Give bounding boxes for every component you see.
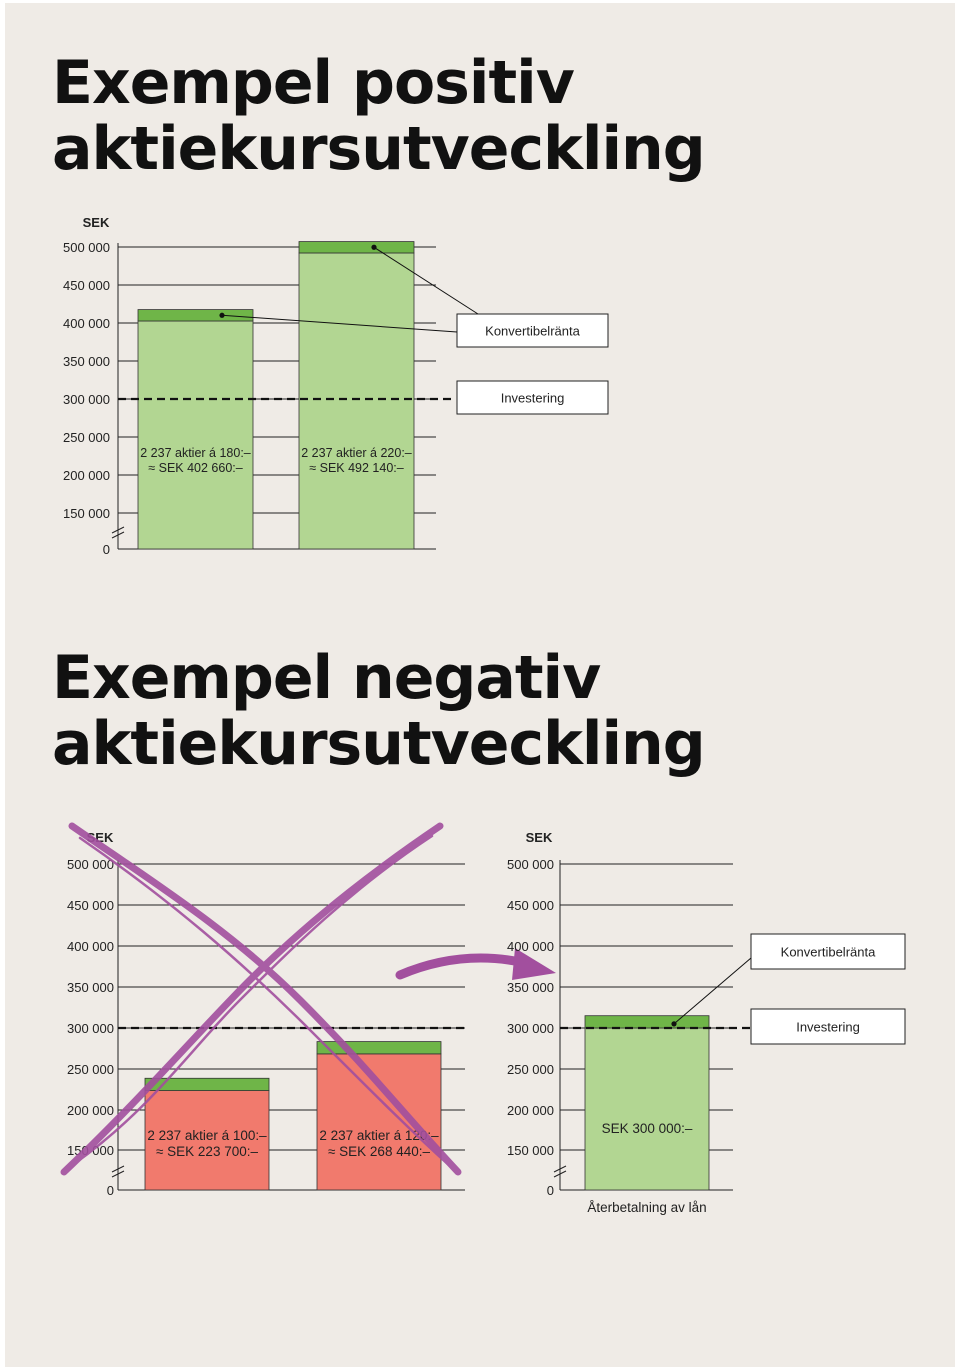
pos-y-tick-label: 200 000 <box>63 468 110 483</box>
rep-y-tick-label: 150 000 <box>507 1143 554 1158</box>
rep-y-tick-label: 450 000 <box>507 898 554 913</box>
pos-leader-dot-2 <box>371 245 376 250</box>
rep-unit-label: SEK <box>525 830 553 845</box>
rep-y-tick-label: 0 <box>546 1183 554 1198</box>
rep-bar-1-interest <box>585 1016 709 1028</box>
neg-y-tick-label: 250 000 <box>67 1062 114 1077</box>
title-positive-line2: aktiekursutveckling <box>52 114 705 184</box>
title-negative-line2: aktiekursutveckling <box>52 709 705 779</box>
neg-y-tick-label: 0 <box>106 1183 114 1198</box>
rep-y-tick-label: 500 000 <box>507 857 554 872</box>
neg-bar-2-label-line2: ≈ SEK 268 440:– <box>328 1144 430 1159</box>
rep-y-tick-label: 350 000 <box>507 980 554 995</box>
pos-bar-2-label-line1: 2 237 aktier á 220:– <box>301 446 412 460</box>
neg-unit-label: SEK <box>86 830 114 845</box>
pos-bar-1-label-line1: 2 237 aktier á 180:– <box>140 446 251 460</box>
pos-bar-2-interest <box>299 242 414 253</box>
arrow-shaft <box>400 958 520 975</box>
rep-y-tick-label: 200 000 <box>507 1103 554 1118</box>
rep-bar-1 <box>585 1028 709 1190</box>
pos-interest-label: Konvertibelränta <box>485 323 580 339</box>
rep-y-tick-label: 300 000 <box>507 1021 554 1036</box>
pos-bar-2-label-line2: ≈ SEK 492 140:– <box>309 461 404 475</box>
neg-bar-1-label-line1: 2 237 aktier á 100:– <box>147 1128 267 1143</box>
rep-investment-label: Investering <box>796 1019 860 1035</box>
neg-y-tick-label: 300 000 <box>67 1021 114 1036</box>
pos-bar-1 <box>138 321 253 549</box>
neg-y-tick-label: 150 000 <box>67 1143 114 1158</box>
neg-bar-2-interest <box>317 1042 441 1054</box>
neg-y-tick-label: 350 000 <box>67 980 114 995</box>
title-negative-line1: Exempel negativ <box>52 643 601 713</box>
pos-y-tick-label: 500 000 <box>63 240 110 255</box>
pos-y-tick-label: 150 000 <box>63 506 110 521</box>
pos-bar-2 <box>299 253 414 549</box>
neg-y-tick-label: 450 000 <box>67 898 114 913</box>
pos-y-tick-label: 400 000 <box>63 316 110 331</box>
pos-y-tick-label: 300 000 <box>63 392 110 407</box>
rep-leader-line <box>674 958 751 1024</box>
pos-unit-label: SEK <box>82 215 110 230</box>
neg-y-tick-label: 200 000 <box>67 1103 114 1118</box>
neg-bar-2 <box>317 1054 441 1190</box>
rep-x-label: Återbetalning av lån <box>587 1200 707 1215</box>
neg-bar-2-label-line1: 2 237 aktier á 120:– <box>319 1128 439 1143</box>
rep-y-tick-label: 400 000 <box>507 939 554 954</box>
pos-y-tick-label: 450 000 <box>63 278 110 293</box>
rep-bar-1-label: SEK 300 000:– <box>601 1121 693 1136</box>
pos-y-tick-label: 0 <box>102 542 110 557</box>
pos-y-tick-label: 250 000 <box>63 430 110 445</box>
pos-bar-1-label-line2: ≈ SEK 402 660:– <box>148 461 243 475</box>
neg-bar-1-label-line2: ≈ SEK 223 700:– <box>156 1144 258 1159</box>
pos-bar-1-interest <box>138 310 253 321</box>
rep-interest-label: Konvertibelränta <box>780 944 876 960</box>
rep-y-tick-label: 250 000 <box>507 1062 554 1077</box>
title-positive-line1: Exempel positiv <box>52 48 574 118</box>
neg-y-tick-label: 500 000 <box>67 857 114 872</box>
pos-investment-label: Investering <box>500 390 565 406</box>
neg-y-tick-label: 400 000 <box>67 939 114 954</box>
pos-y-tick-label: 350 000 <box>63 354 110 369</box>
